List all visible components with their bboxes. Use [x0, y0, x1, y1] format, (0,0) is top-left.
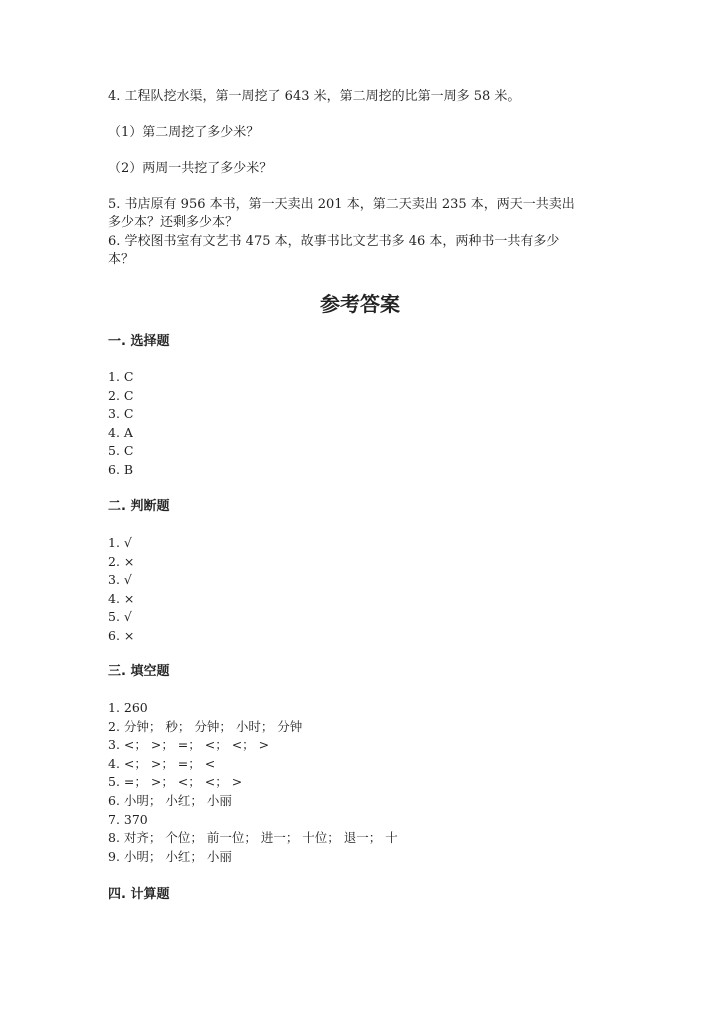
answer-item: 1. √: [108, 535, 132, 550]
question-4: 4. 工程队挖水渠，第一周挖了 643 米，第二周挖的比第一周多 58 米。: [108, 89, 521, 104]
answer-item: 6. 小明； 小红； 小丽: [108, 792, 232, 808]
question-5-line-2: 多少本？还剩多少本？: [108, 215, 239, 230]
answer-item: 8. 对齐； 个位； 前一位； 进一； 十位； 退一； 十: [108, 830, 398, 846]
question-4-part-1: （1）第二周挖了多少米？: [108, 125, 260, 140]
answer-item: 2. ×: [108, 553, 135, 569]
answer-item: 7. 370: [108, 811, 148, 827]
answer-item: 4. ×: [108, 590, 135, 606]
section-heading-judgement: 二. 判断题: [108, 499, 170, 514]
section-heading-choice: 一. 选择题: [108, 334, 170, 349]
answer-item: 2. 分钟； 秒； 分钟； 小时； 分钟: [108, 718, 303, 734]
answers-judgement: [108, 534, 134, 646]
answer-item: 4. <； >； =； <: [108, 755, 216, 771]
question-4-part-2: （2）两周一共挖了多少米？: [108, 161, 273, 176]
answer-item: 5. C: [108, 443, 134, 459]
answer-item: 3. <； >； =； <； <； >: [108, 737, 270, 753]
answer-item: 5. =； >； <； <； >: [108, 774, 243, 790]
answer-item: 3. √: [108, 572, 132, 588]
answer-item: 4. A: [108, 424, 133, 440]
answer-item: 1. 260: [108, 700, 148, 715]
answer-item: 1. C: [108, 369, 134, 384]
answer-item: 2. C: [108, 387, 134, 403]
answer-item: 5. √: [108, 609, 132, 625]
answer-title: 参考答案: [320, 292, 400, 316]
answer-item: 6. B: [108, 461, 134, 477]
question-6-line-1: 6. 学校图书室有文艺书 475 本，故事书比文艺书多 46 本，两种书一共有多少: [108, 234, 560, 249]
section-heading-fill-blank: 三. 填空题: [108, 664, 170, 679]
answers-fill-blank: [108, 699, 398, 866]
answer-item: 3. C: [108, 406, 134, 422]
question-6-line-2: 本？: [108, 252, 135, 267]
answers-choice: [108, 368, 133, 480]
answer-item: 6. ×: [108, 627, 135, 643]
question-5-line-1: 5. 书店原有 956 本书，第一天卖出 201 本，第二天卖出 235 本，两天一共卖出: [108, 197, 575, 212]
answer-item: 9. 小明； 小红； 小丽: [108, 848, 232, 864]
section-heading-calculation: 四. 计算题: [108, 887, 170, 902]
